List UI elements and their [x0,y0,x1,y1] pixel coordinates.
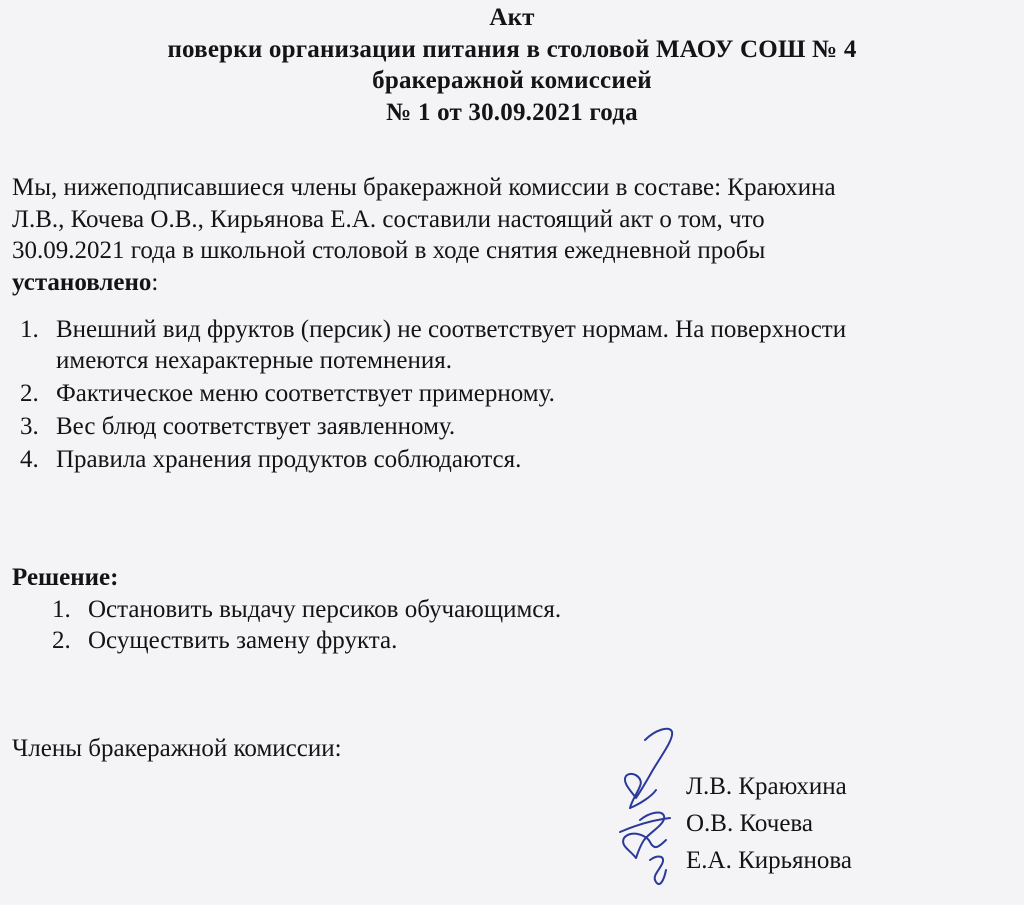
decision-list [12,594,1012,656]
title-line-commission: бракеражной комиссией [372,67,652,94]
finding-text: имеются нехарактерные потемнения. [56,347,452,374]
established-label: установлено [12,268,152,296]
title-line-act: Акт [489,4,535,31]
title-line-subject: поверки организации питания в столовой МАОУ СОШ № 4 [167,35,857,63]
finding-number: 2. [20,380,39,407]
intro-line-3: 30.09.2021 года в школьной столовой в ходе снятия ежедневной пробы [12,237,766,264]
decision-item [12,625,1012,656]
finding-text: Вес блюд соответствует заявленному. [56,413,456,440]
finding-number: 3. [20,413,39,440]
decision-number: 2. [52,627,71,654]
handwritten-signature [600,720,700,890]
finding-item [12,378,1024,409]
established-colon: : [151,268,159,296]
members-list [686,768,852,879]
member-name: Л.В. Краюхина [686,773,847,800]
finding-item [12,444,1024,475]
finding-item [12,314,1024,376]
decision-text: Остановить выдачу персиков обучающимся. [88,596,562,623]
finding-text: Внешний вид фруктов (персик) не соответствует нормам. На поверхности [56,316,847,343]
finding-number: 1. [20,316,39,343]
title-line-number-date: № 1 от 30.09.2021 года [386,98,638,126]
intro-paragraph [12,172,1022,298]
member-name: Е.А. Кирьянова [686,847,852,874]
member-name: О.В. Кочева [686,810,814,837]
findings-list [12,314,1024,475]
finding-number: 4. [20,446,39,473]
members-label: Члены бракеражной комиссии: [12,735,342,762]
decision-number: 1. [52,596,71,623]
intro-line-1: Мы, нижеподписавшиеся члены бракеражной комиссии в составе: Краюхина [12,174,836,201]
established-line [12,267,1022,299]
finding-text: Правила хранения продуктов соблюдаются. [56,446,522,473]
finding-text: Фактическое меню соответствует примерному. [56,380,555,407]
decision-item [12,594,1012,625]
intro-line-2: Л.В., Кочева О.В., Кирьянова Е.А. составили настоящий акт о том, что [12,205,765,233]
finding-item [12,411,1024,442]
decision-heading: Решение: [12,564,119,591]
decision-text: Осуществить замену фрукта. [88,627,398,654]
document-title [0,2,1024,128]
